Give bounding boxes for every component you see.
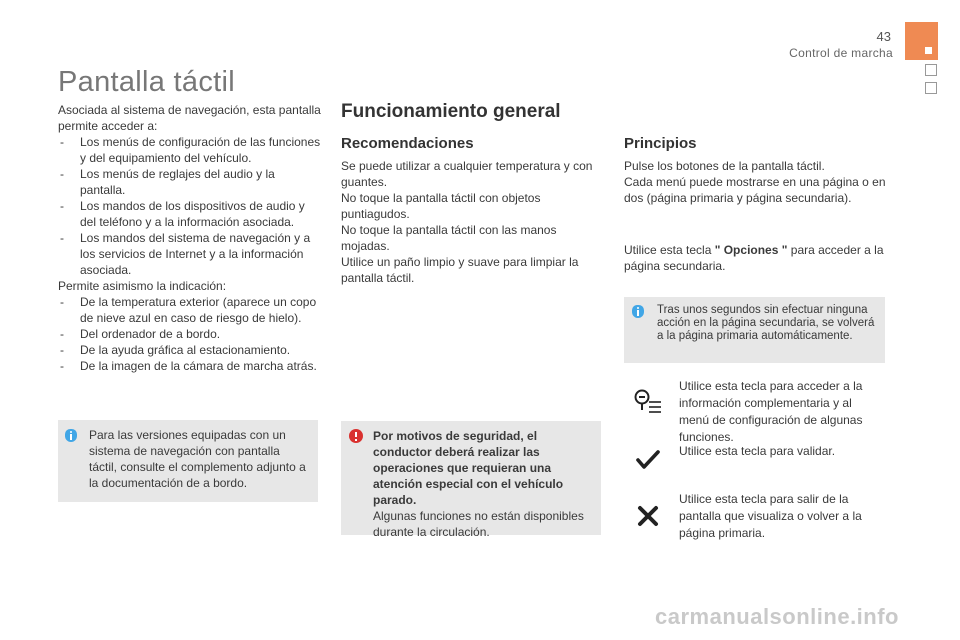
principles-text: [624, 158, 886, 206]
validate-key-text: Utilice esta tecla para validar.: [679, 444, 836, 458]
section-heading: Funcionamiento general: [341, 101, 561, 122]
recommendations-text: [341, 158, 603, 286]
list-item: - De la ayuda gráfica al estacionamiento.: [58, 342, 323, 358]
options-key-icon: [633, 388, 663, 421]
chapter-box-icon: [925, 82, 937, 94]
info-note-text: Tras unos segundos sin efectuar ninguna acción en la página secundaria, se volverá a la página primaria automáticamente.: [657, 304, 875, 342]
chapter-tab: [905, 22, 938, 60]
paragraph: Pulse los botones de la pantalla táctil.: [624, 159, 825, 173]
warning-note: [341, 421, 601, 539]
chapter-box-icon: [925, 64, 937, 76]
list-item: - Los menús de configuración de las funciones y del equipamiento del vehículo.: [58, 134, 323, 166]
warning-bold-text: Por motivos de seguridad, el conductor deberá realizar las operaciones que requieran una atención especial con el vehículo parado.: [373, 429, 564, 507]
info-note: [58, 420, 318, 502]
warning-note-content: [373, 428, 595, 540]
options-paragraph: [624, 242, 886, 274]
warning-text: Algunas funciones no están disponibles durante la circulación.: [373, 509, 584, 539]
info-icon: [632, 305, 644, 318]
page-title: Pantalla táctil: [58, 66, 235, 98]
list-item: - De la temperatura exterior (aparece un copo de nieve azul en caso de riesgo de hielo).: [58, 294, 323, 326]
info-note-secondary: [624, 297, 885, 363]
list-item: - De la imagen de la cámara de marcha atrás.: [58, 358, 323, 374]
intro-text: Asociada al sistema de navegación, esta pantalla permite acceder a:: [58, 103, 321, 133]
info-icon: [65, 429, 77, 442]
exit-key-text: Utilice esta tecla para salir de la pantalla que visualiza o volver a la página primaria.: [679, 492, 862, 540]
subheading-principios: Principios: [624, 135, 697, 152]
list-item: - Los mandos del sistema de navegación y a los servicios de Internet y a la información asociada.: [58, 230, 323, 278]
page-number: 43: [876, 29, 891, 44]
paragraph: No toque la pantalla táctil con las manos mojadas.: [341, 223, 557, 253]
warning-icon: [349, 429, 363, 443]
paragraph: No toque la pantalla táctil con objetos puntiagudos.: [341, 191, 541, 221]
options-text-before: Utilice esta tecla: [624, 243, 715, 257]
paragraph: Utilice un paño limpio y suave para limpiar la pantalla táctil.: [341, 255, 579, 285]
options-key-label: " Opciones ": [714, 243, 788, 257]
paragraph: Se puede utilizar a cualquier temperatura y con guantes.: [341, 159, 593, 189]
list-item: - Del ordenador de a bordo.: [58, 326, 323, 342]
section-title: Control de marcha: [789, 46, 893, 60]
list-item: - Los menús de reglajes del audio y la pantalla.: [58, 166, 323, 198]
paragraph: Cada menú puede mostrarse en una página o en dos (página primaria y página secundaria).: [624, 175, 886, 205]
info-note-text: Para las versiones equipadas con un sistema de navegación con pantalla táctil, consulte el complemento adjunto a la documentación de a bordo.: [89, 428, 306, 490]
close-x-icon: [637, 505, 659, 532]
options-key-text: Utilice esta tecla para acceder a la información complementaria y al menú de configuración de algunas funciones.: [679, 379, 863, 444]
chapter-tab-marker: [925, 47, 932, 54]
watermark: carmanualsonline.info: [655, 604, 899, 629]
checkmark-icon: [636, 450, 660, 475]
options-text-after: para acceder a la página secundaria.: [624, 243, 884, 273]
intro2-text: Permite asimismo la indicación:: [58, 279, 227, 293]
left-column: [58, 102, 323, 374]
list-item: - Los mandos de los dispositivos de audio y del teléfono y a la información asociada.: [58, 198, 323, 230]
subheading-recomendaciones: Recomendaciones: [341, 135, 474, 152]
